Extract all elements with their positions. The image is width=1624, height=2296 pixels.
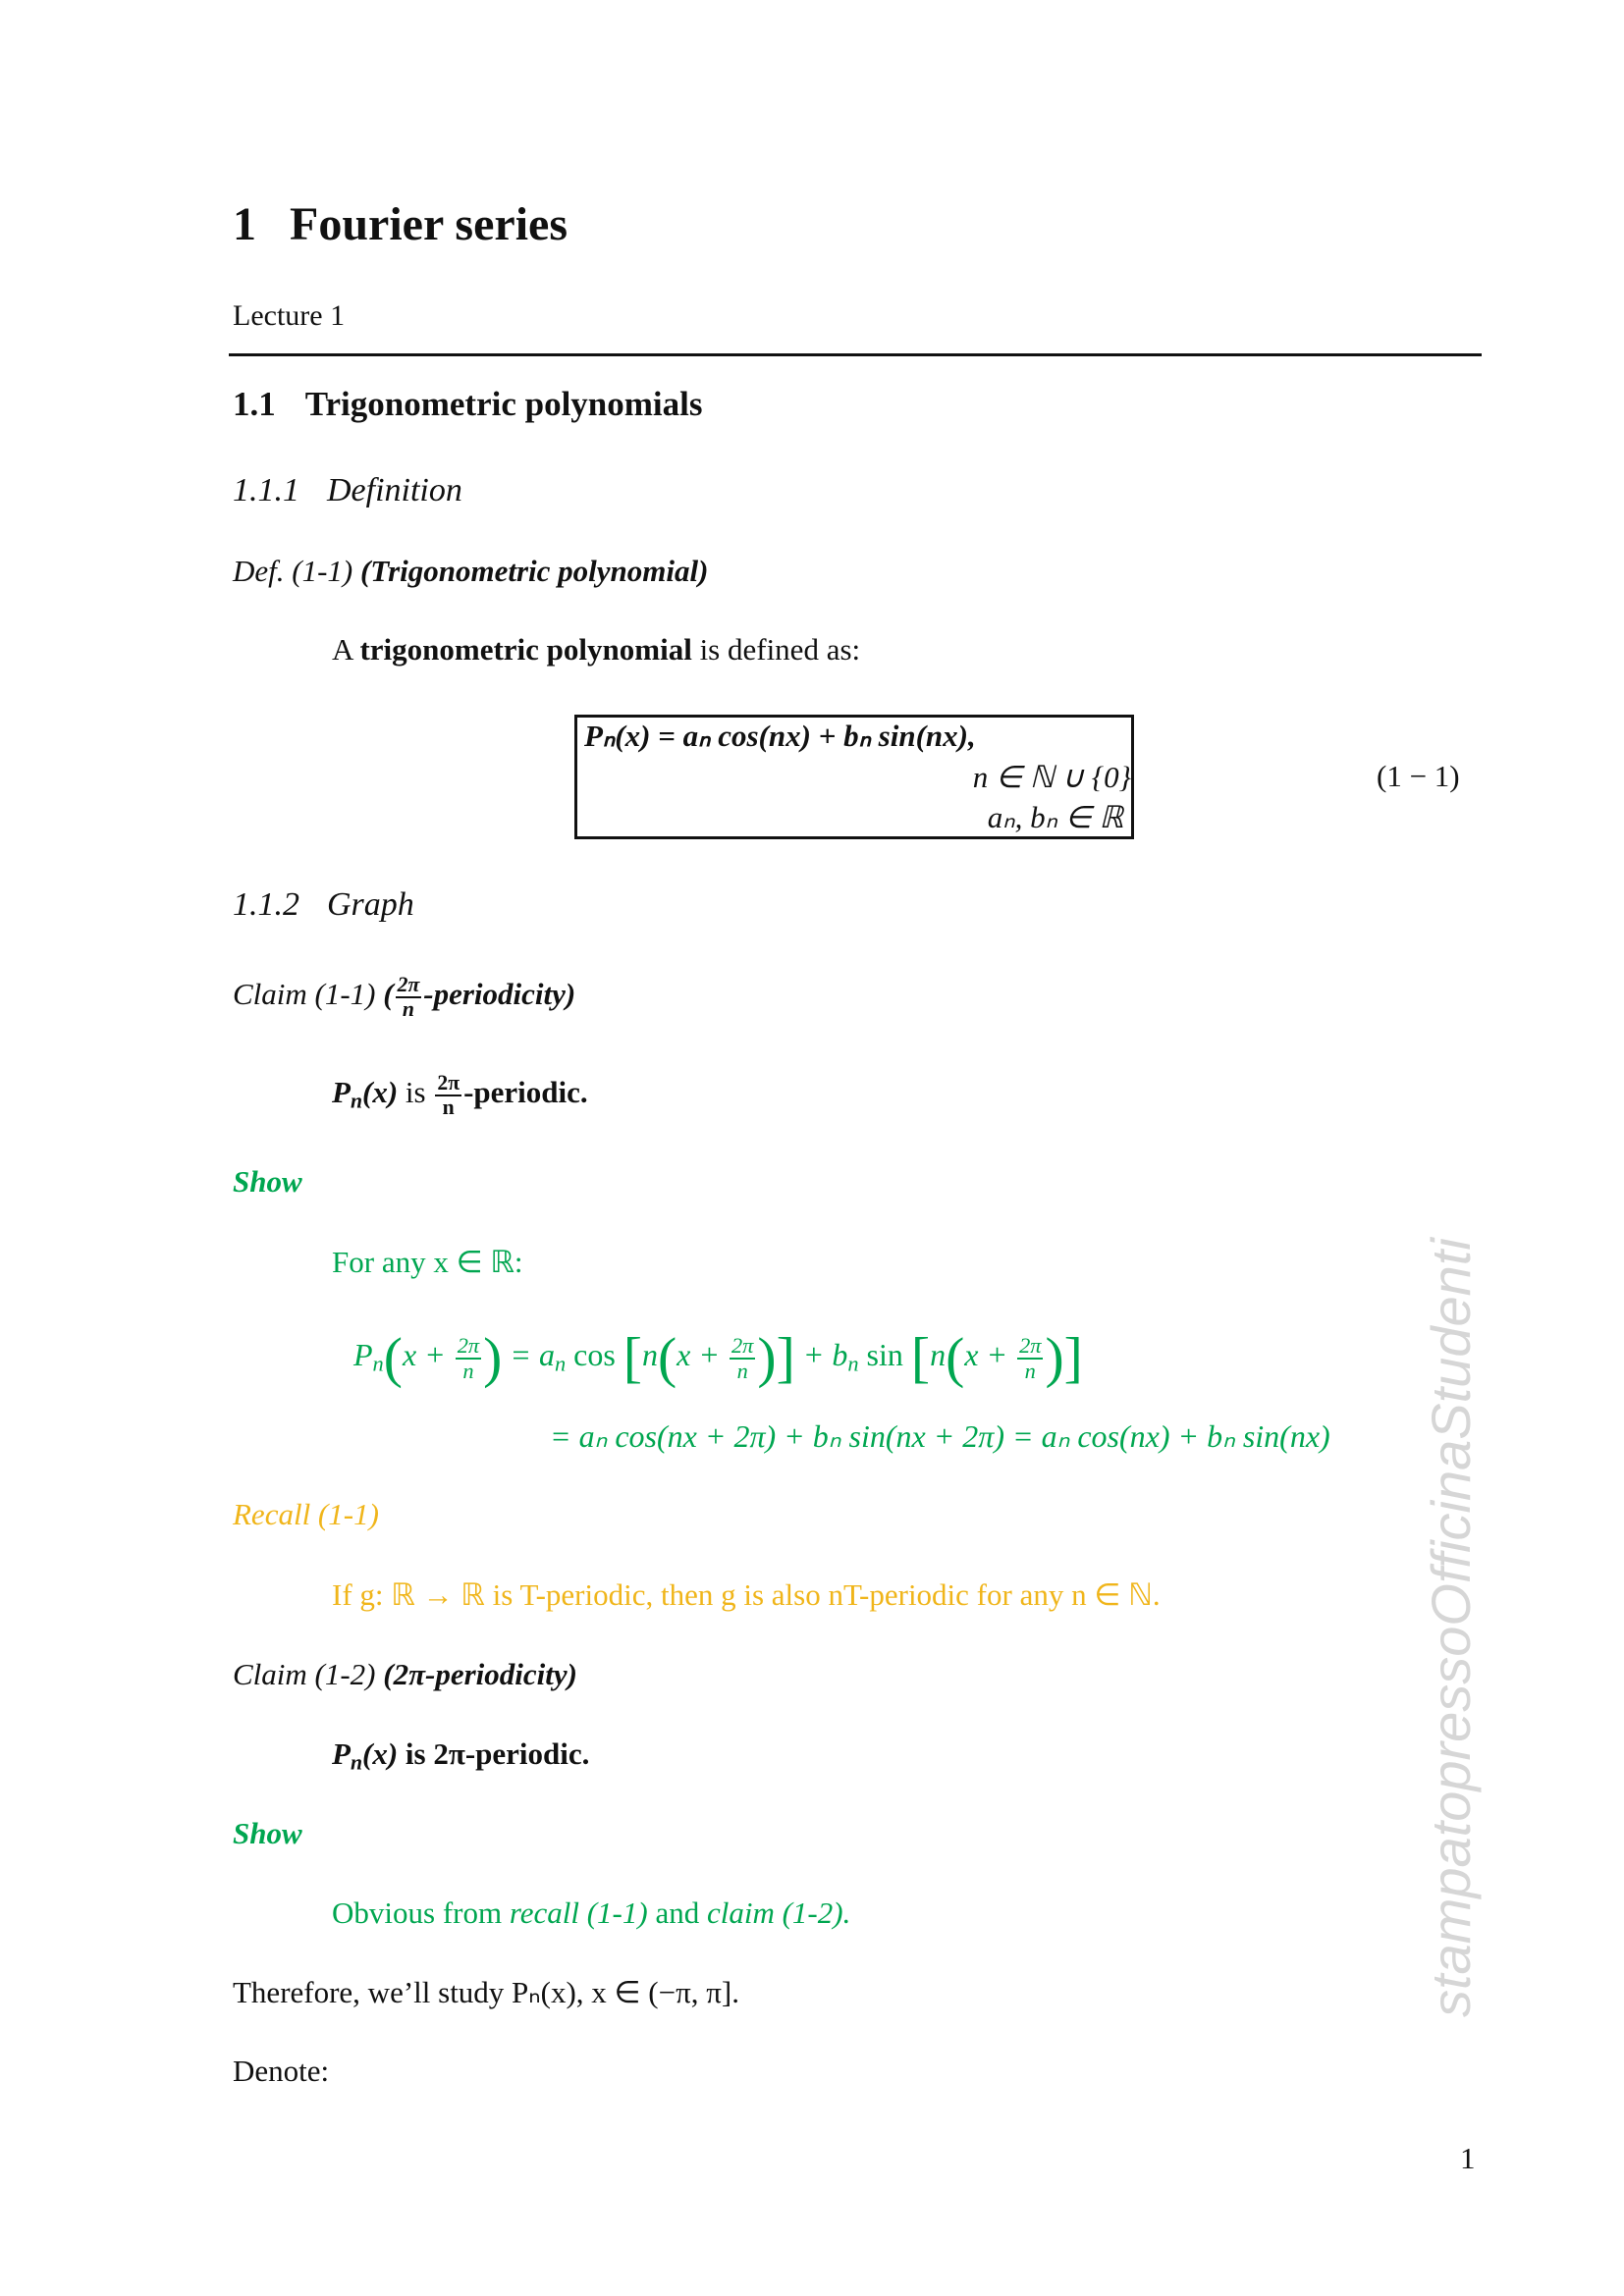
recall-label: Recall (1-1) bbox=[233, 1497, 379, 1531]
show-1-label: Show bbox=[233, 1164, 302, 1199]
chapter-title: Fourier series bbox=[290, 198, 568, 250]
claim-2-label: Claim (1-2) (2π-periodicity) bbox=[233, 1657, 577, 1691]
lecture-label: Lecture 1 bbox=[233, 299, 346, 332]
page-number: 1 bbox=[1460, 2141, 1476, 2175]
equation-line-3: aₙ, bₙ ∈ ℝ bbox=[987, 800, 1123, 834]
therefore-text: Therefore, we’ll study Pₙ(x), x ∈ (−π, π]. bbox=[233, 1975, 739, 2009]
definition-text: A trigonometric polynomial is defined as: bbox=[332, 632, 861, 667]
definition-label: Def. (1-1) (Trigonometric polynomial) bbox=[233, 554, 709, 588]
claim-1-label: Claim (1-1) ( $\frac{2\pi}{n}$ -periodicity) bbox=[233, 973, 576, 1021]
equation-line-1: Pₙ(x) = aₙ cos(nx) + bₙ sin(nx), bbox=[584, 719, 976, 753]
claim-2-statement: $P_n(x)$ is 2π-periodic. bbox=[332, 1736, 590, 1775]
equation-tag: (1 − 1) bbox=[1377, 759, 1460, 793]
show-1-equation-line-1: $P_n(x$ + $\frac{2\pi}{n}$ ) = $a_n$ cos [n(x + $\frac{2\pi}{n}$ )] + $b_n$ sin [n(x + $\frac{2\pi}{n}$ )] bbox=[353, 1327, 1083, 1389]
chapter-number: 1 bbox=[233, 198, 256, 250]
claim-1-statement: $P_n(x)$ is $\frac{2\pi}{n}$ -periodic. bbox=[332, 1071, 588, 1119]
show-1-equation-line-2: = aₙ cos(nx + 2π) + bₙ sin(nx + 2π) = aₙ cos(nx) + bₙ sin(nx) bbox=[550, 1418, 1330, 1454]
claim-reference-link[interactable]: claim (1-2). bbox=[706, 1896, 851, 1930]
equation-line-2: n ∈ ℕ ∪ {0} bbox=[972, 760, 1131, 794]
watermark: stampatopressoOfficinaStudenti bbox=[1420, 1238, 1482, 2017]
show-2-text: Obvious from recall (1-1) and claim (1-2). bbox=[332, 1896, 851, 1930]
divider bbox=[229, 353, 1482, 356]
subsection-heading-graph: 1.1.2 Graph bbox=[233, 886, 414, 923]
recall-reference-link[interactable]: recall (1-1) bbox=[509, 1896, 648, 1930]
section-heading: 1.1 Trigonometric polynomials bbox=[233, 385, 703, 423]
denote-text: Denote: bbox=[233, 2054, 330, 2088]
show-2-label: Show bbox=[233, 1816, 302, 1850]
recall-text: If g: ℝ → ℝ is T-periodic, then g is also nT-periodic for any n ∈ ℕ. bbox=[332, 1577, 1161, 1612]
subsection-heading-definition: 1.1.1 Definition bbox=[233, 472, 462, 508]
chapter-heading bbox=[233, 198, 568, 250]
show-1-intro: For any x ∈ ℝ: bbox=[332, 1245, 523, 1279]
